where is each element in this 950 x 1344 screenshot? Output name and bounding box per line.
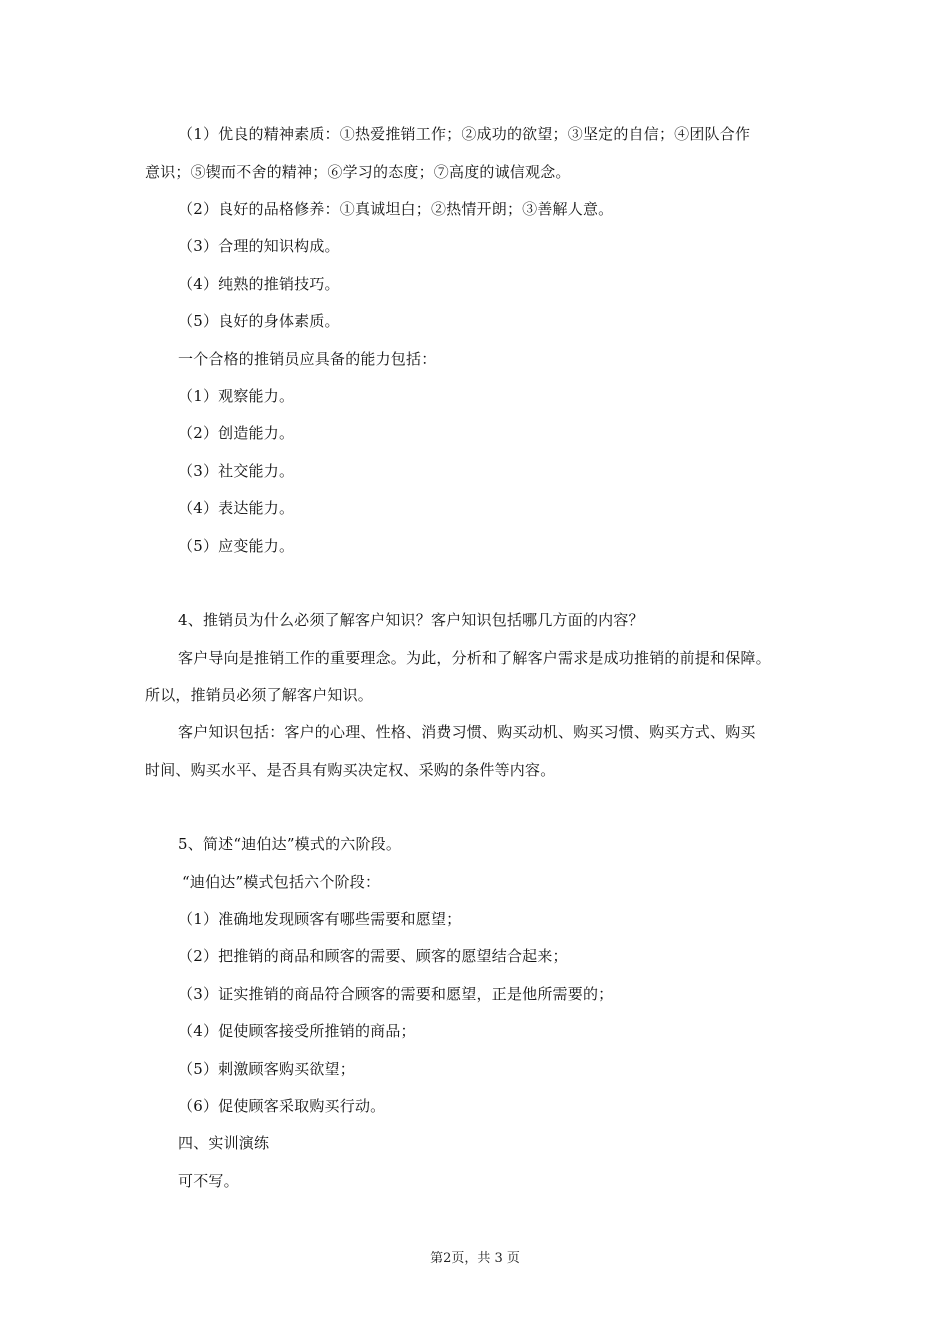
section-4-heading: 四、实训演练 xyxy=(178,1134,270,1152)
question-4-answer-2-line1: 客户知识包括：客户的心理、性格、消费习惯、购买动机、购买习惯、购买方式、购买 xyxy=(178,723,756,741)
ability-item: （1）观察能力。 xyxy=(178,387,295,405)
question-4-answer-1-line1: 客户导向是推销工作的重要理念。为此，分析和了解客户需求是成功推销的前提和保障。 xyxy=(178,649,771,667)
stage-item: （6）促使顾客采取购买行动。 xyxy=(178,1097,386,1115)
quality-item-4: （4）纯熟的推销技巧。 xyxy=(178,275,340,293)
quality-item-2: （2）良好的品格修养：①真诚坦白；②热情开朗；③善解人意。 xyxy=(178,200,614,218)
ability-item: （3）社交能力。 xyxy=(178,462,295,480)
quality-item-5: （5）良好的身体素质。 xyxy=(178,312,340,330)
question-5-title: 5、简述“迪伯达”模式的六阶段。 xyxy=(178,835,402,853)
page-number-footer: 第2页，共 3 页 xyxy=(430,1251,520,1266)
question-4-answer-2-line2: 时间、购买水平、是否具有购买决定权、采购的条件等内容。 xyxy=(145,761,556,779)
question-4-title: 4、推销员为什么必须了解客户知识？客户知识包括哪几方面的内容？ xyxy=(178,611,644,629)
quality-item-1-line2: 意识；⑤锲而不舍的精神；⑥学习的态度；⑦高度的诚信观念。 xyxy=(145,163,571,181)
section-4-body: 可不写。 xyxy=(178,1172,239,1190)
ability-item: （5）应变能力。 xyxy=(178,537,295,555)
stage-item: （2）把推销的商品和顾客的需要、顾客的愿望结合起来； xyxy=(178,947,568,965)
ability-item: （2）创造能力。 xyxy=(178,424,295,442)
question-4-answer-1-line2: 所以，推销员必须了解客户知识。 xyxy=(145,686,374,704)
quality-item-3: （3）合理的知识构成。 xyxy=(178,237,340,255)
quality-item-1-line1: （1）优良的精神素质：①热爱推销工作；②成功的欲望；③坚定的自信；④团队合作 xyxy=(178,125,751,143)
ability-item: （4）表达能力。 xyxy=(178,499,295,517)
ability-intro: 一个合格的推销员应具备的能力包括： xyxy=(178,350,437,368)
question-5-intro: “迪伯达”模式包括六个阶段： xyxy=(182,873,381,891)
stage-item: （3）证实推销的商品符合顾客的需要和愿望，正是他所需要的； xyxy=(178,985,614,1003)
stage-item: （1）准确地发现顾客有哪些需要和愿望； xyxy=(178,910,462,928)
stage-item: （4）促使顾客接受所推销的商品； xyxy=(178,1022,416,1040)
stage-item: （5）刺激顾客购买欲望； xyxy=(178,1060,355,1078)
